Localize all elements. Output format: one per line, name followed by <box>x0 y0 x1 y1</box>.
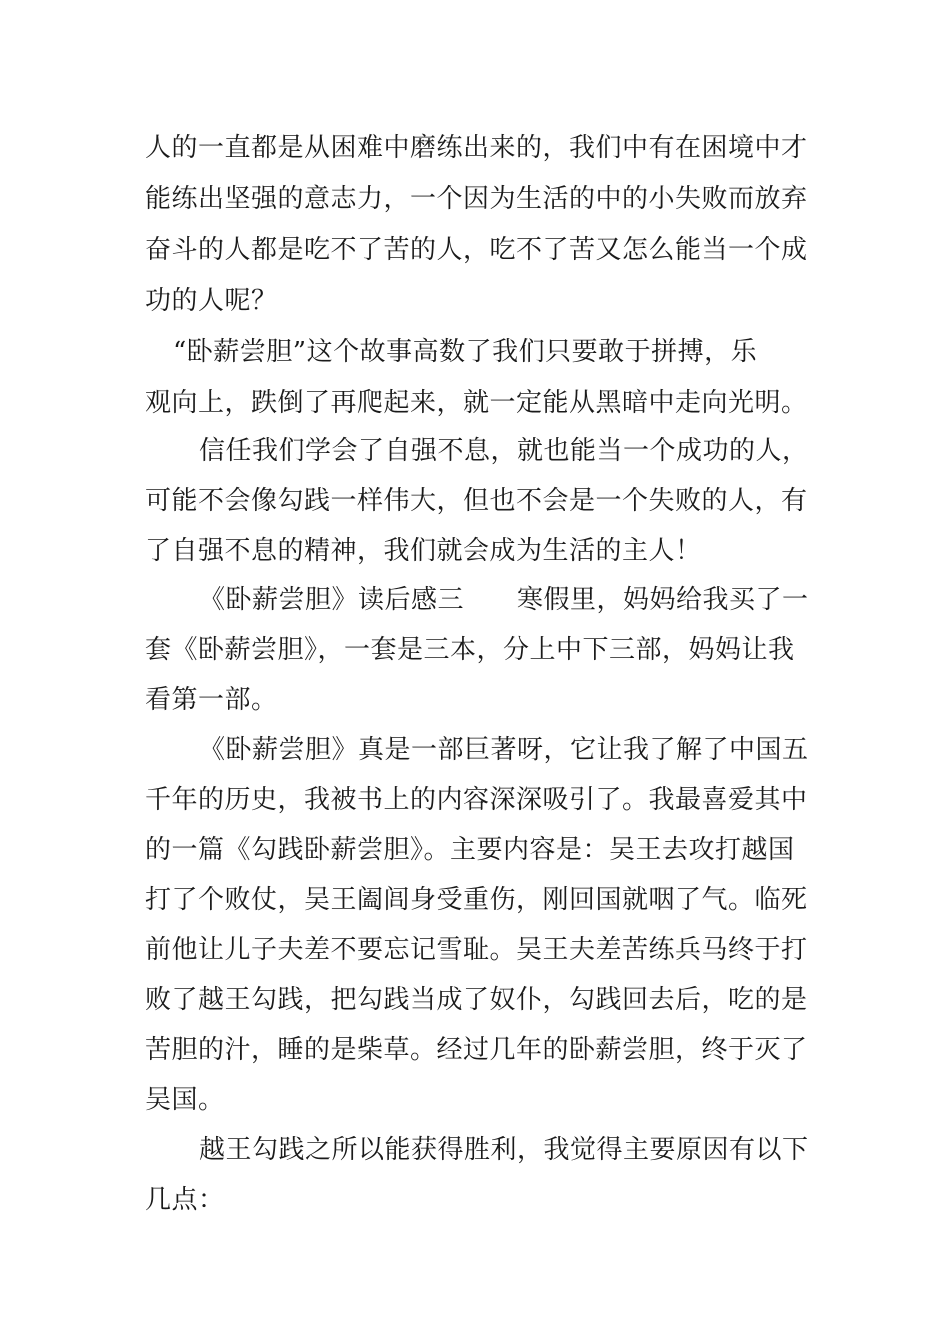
text-line: 奋斗的人都是吃不了苦的人，吃不了苦又怎么能当一个成 <box>145 235 808 265</box>
text-line: “卧薪尝胆”这个故事高数了我们只要敢于拼搏，乐 <box>173 337 758 367</box>
text-line: 苦胆的汁，睡的是柴草。经过几年的卧薪尝胆，终于灭了 <box>145 1035 808 1065</box>
text-line: 打了个败仗，吴王阖闾身受重伤，刚回国就咽了气。临死 <box>145 885 808 915</box>
text-line: 吴国。 <box>145 1085 225 1115</box>
text-line: 千年的历史，我被书上的内容深深吸引了。我最喜爱其中 <box>145 785 808 815</box>
text-line: 《卧薪尝胆》真是一部巨著呀，它让我了解了中国五 <box>199 735 809 765</box>
text-line: 套《卧薪尝胆》，一套是三本，分上中下三部，妈妈让我 <box>145 635 795 665</box>
text-line: 能练出坚强的意志力，一个因为生活的中的小失败而放弃 <box>145 184 808 214</box>
text-line: 信任我们学会了自强不息，就也能当一个成功的人， <box>199 436 809 466</box>
text-line: 了自强不息的精神，我们就会成为生活的主人！ <box>145 536 702 566</box>
text-line: 观向上，跌倒了再爬起来，就一定能从黑暗中走向光明。 <box>145 388 808 418</box>
text-line: 几点： <box>145 1185 225 1215</box>
text-line: 人的一直都是从困难中磨练出来的，我们中有在困境中才 <box>145 133 808 163</box>
text-line: 可能不会像勾践一样伟大，但也不会是一个失败的人，有 <box>145 486 808 516</box>
text-line: 前他让儿子夫差不要忘记雪耻。吴王夫差苦练兵马终于打 <box>145 935 808 965</box>
text-line: 看第一部。 <box>145 685 278 715</box>
text-line: 败了越王勾践，把勾践当成了奴仆，勾践回去后，吃的是 <box>145 985 808 1015</box>
text-line: 《卧薪尝胆》读后感三 寒假里，妈妈给我买了一 <box>199 585 809 615</box>
text-line: 功的人呢？ <box>145 286 278 316</box>
text-line: 越王勾践之所以能获得胜利，我觉得主要原因有以下 <box>199 1135 809 1165</box>
text-line: 的一篇《勾践卧薪尝胆》。主要内容是：吴王去攻打越国 <box>145 835 795 865</box>
